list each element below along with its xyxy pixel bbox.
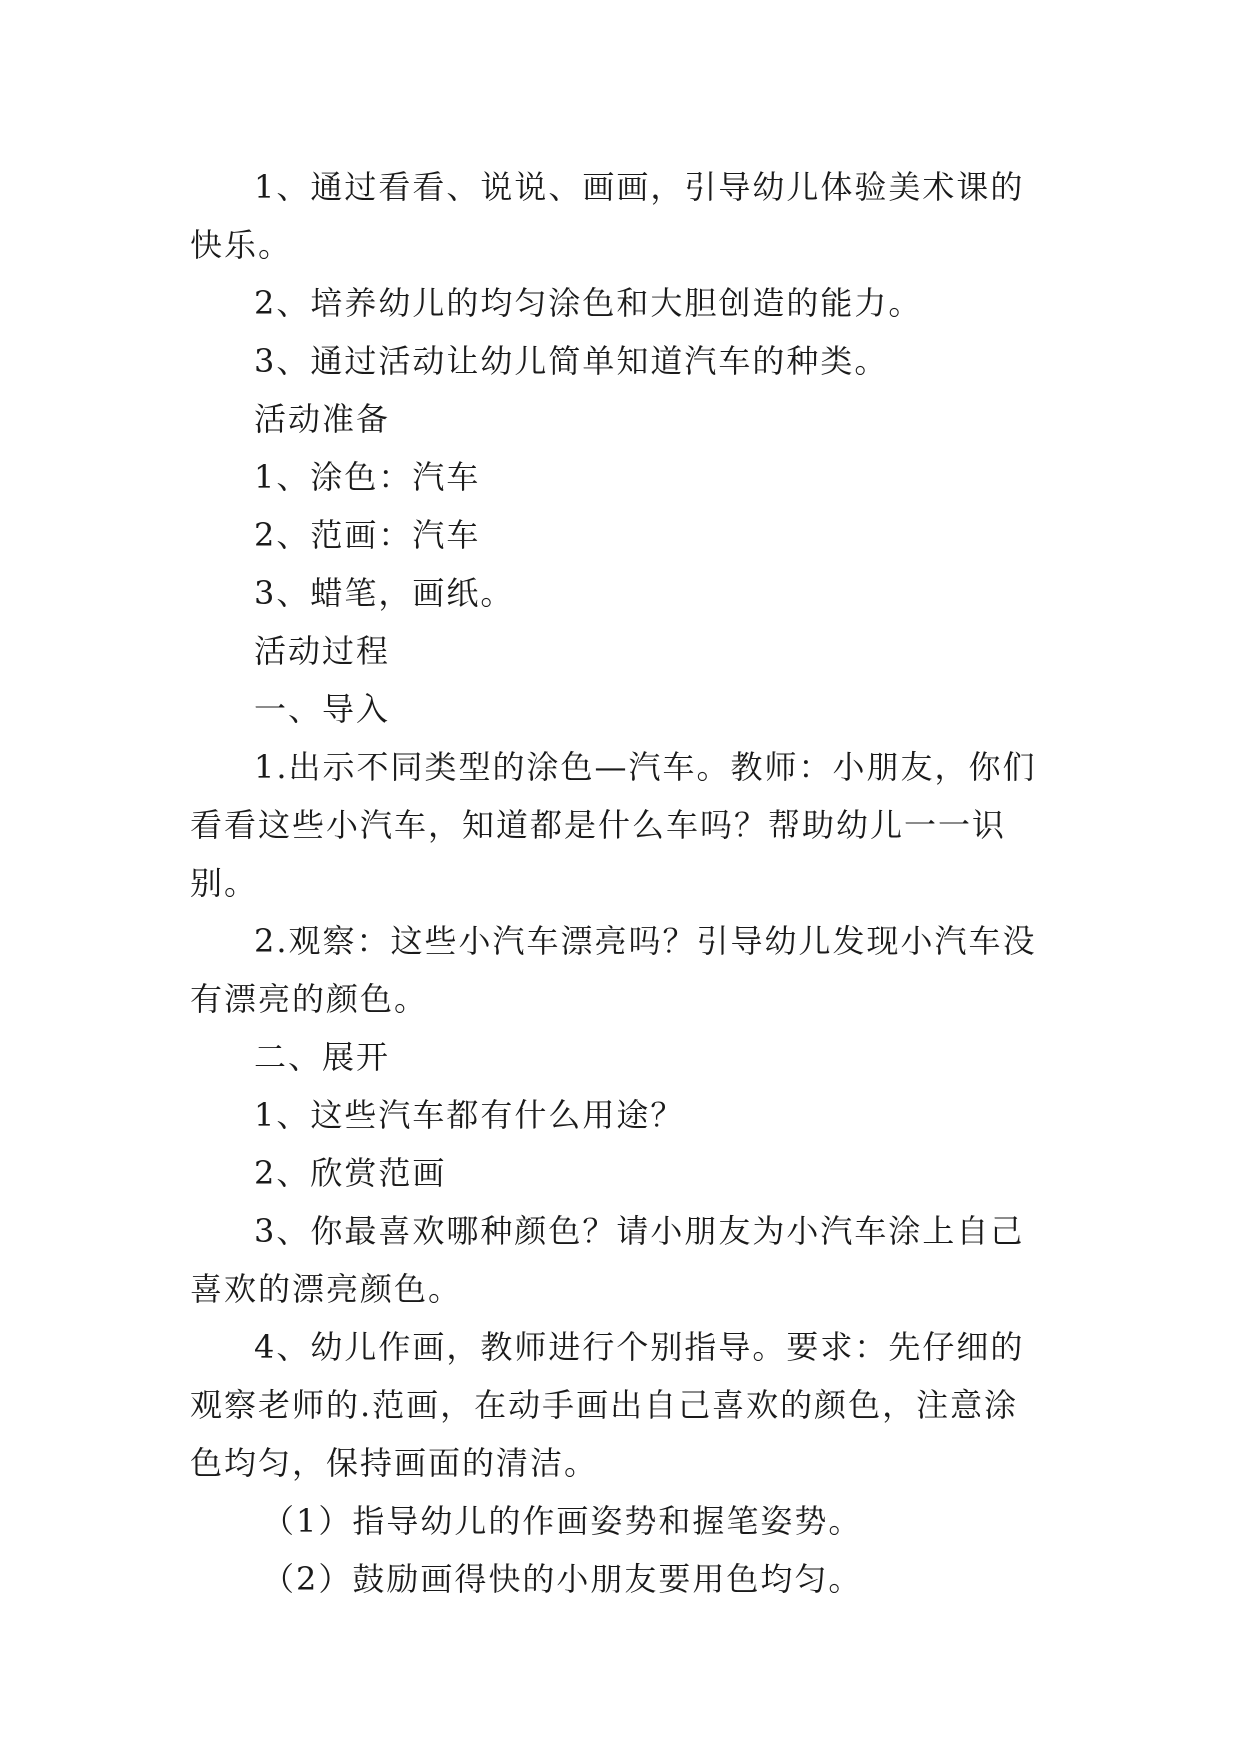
section-heading-preparation: 活动准备: [254, 400, 391, 438]
introduction-step-1: 1.出示不同类型的涂色—汽车。教师：小朋友，你们看看这些小汽车，知道都是什么车吗？帮助幼儿一一识别。: [190, 748, 1037, 902]
guidance-item-2: （2）鼓励画得快的小朋友要用色均匀。: [262, 1560, 863, 1598]
goal-paragraph-3: 3、通过活动让幼儿简单知道汽车的种类。: [254, 342, 889, 380]
expansion-step-1: 1、这些汽车都有什么用途？: [254, 1096, 685, 1134]
process-heading-expansion: 二、展开: [254, 1038, 391, 1076]
process-heading-introduction: 一、导入: [254, 690, 391, 728]
preparation-item-2: 2、范画：汽车: [254, 516, 481, 554]
guidance-item-1: （1）指导幼儿的作画姿势和握笔姿势。: [262, 1502, 863, 1540]
goal-paragraph-1: 1、通过看看、说说、画画，引导幼儿体验美术课的快乐。: [190, 168, 1025, 264]
preparation-item-3: 3、蜡笔，画纸。: [254, 574, 515, 612]
preparation-item-1: 1、涂色：汽车: [254, 458, 481, 496]
expansion-step-4: 4、幼儿作画，教师进行个别指导。要求：先仔细的观察老师的.范画，在动手画出自己喜欢的颜色，注意涂色均匀，保持画面的清洁。: [190, 1328, 1025, 1482]
goal-paragraph-2: 2、培养幼儿的均匀涂色和大胆创造的能力。: [254, 284, 923, 322]
section-heading-process: 活动过程: [254, 632, 391, 670]
document-body: [190, 158, 1052, 1608]
expansion-step-2: 2、欣赏范画: [254, 1154, 447, 1192]
introduction-step-2: 2.观察：这些小汽车漂亮吗？引导幼儿发现小汽车没有漂亮的颜色。: [190, 922, 1037, 1018]
expansion-step-3: 3、你最喜欢哪种颜色？请小朋友为小汽车涂上自己喜欢的漂亮颜色。: [190, 1212, 1025, 1308]
